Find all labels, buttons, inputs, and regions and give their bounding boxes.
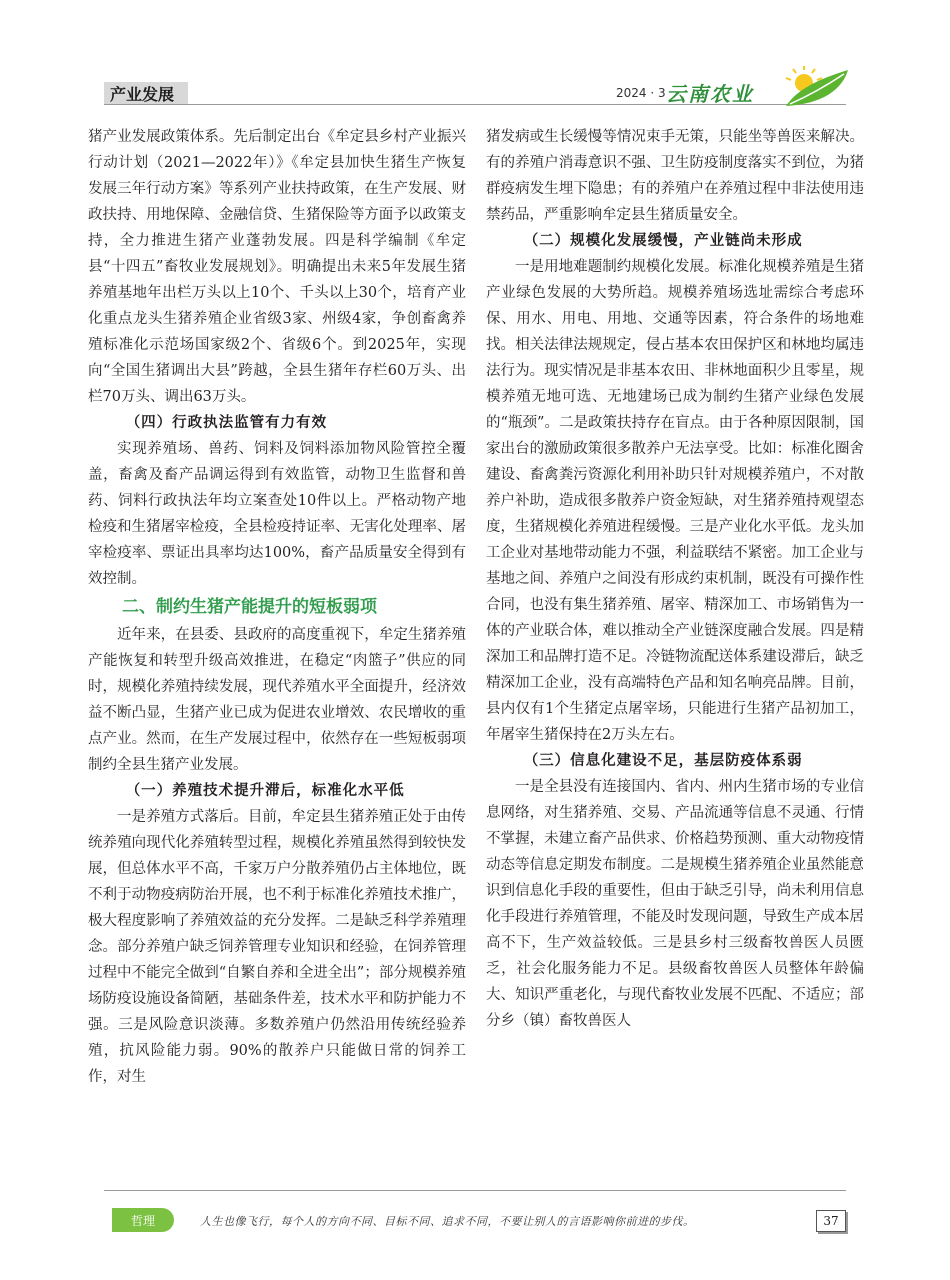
- section-tag: 产业发展: [104, 82, 188, 104]
- right-column: [486, 124, 864, 1034]
- footer-tag: 哲理: [112, 1208, 174, 1232]
- subsection-heading: （一）养殖技术提升滞后，标准化水平低: [125, 782, 405, 799]
- footer-quote: 人生也像飞行，每个人的方向不同、目标不同、追求不同，不要让别人的言语影响你前进的步伐。: [200, 1215, 695, 1228]
- paragraph: 一是用地难题制约规模化发展。标准化规模养殖是生猪产业绿色发展的大势所趋。规模养殖场选址需综合考虑环保、用水、用电、用地、交通等因素，符合条件的场地难找。相关法律法规规定，侵占基本农田保护区和林地均属违法行为。现实情况是非基本农田、非林地面积少且零星，规模养殖无地可选、无地建场已成为制约生猪产业绿色发展的“瓶颈”。二是政策扶持存在盲点。由于各种原因限制，国家出台的激励政策很多散养户无法享受。比如：标准化圈舍建设、畜禽粪污资源化利用补助只针对规模养殖户，不对散养户补助，造成很多散养户资金短缺，对生猪养殖持观望态度，生猪规模化养殖进程缓慢。三是产业化水平低。龙头加工企业对基地带动能力不强，利益联结不紧密。加工企业与基地之间、养殖户之间没有形成约束机制，既没有可操作性合同，也没有集生猪养殖、屠宰、精深加工、市场销售为一体的产业联合体，难以推动全产业链深度融合发展。四是精深加工和品牌打造不足。冷链物流配送体系建设滞后，缺乏精深加工企业，没有高端特色产品和知名响亮品牌。目前，县内仅有1个生猪定点屠宰场，只能进行生猪产品初加工，年屠宰生猪保持在2万头左右。: [486, 259, 864, 743]
- paragraph: 一是全县没有连接国内、省内、州内生猪市场的专业信息网络，对生猪养殖、交易、产品流通等信息不灵通、行情不掌握，未建立畜产品供求、价格趋势预测、重大动物疫情动态等信息定期发布制度。二是规模生猪养殖企业虽然能意识到信息化手段的重要性，但由于缺乏引导，尚未利用信息化手段进行养殖管理，不能及时发现问题，导致生产成本居高不下，生产效益较低。三是县乡村三级畜牧兽医人员匮乏，社会化服务能力不足。县级畜牧兽医人员整体年龄偏大、知识严重老化，与现代畜牧业发展不匹配、不适应；部分乡（镇）畜牧兽医人: [486, 779, 864, 1029]
- magazine-brand: 云南农业: [666, 82, 754, 106]
- paragraph: 猪产业发展政策体系。先后制定出台《牟定县乡村产业振兴行动计划（2021—2022年）》《牟定县加快生猪生产恢复发展三年行动方案》等系列产业扶持政策，在生产发展、财政扶持、用地保障、金融信贷、生猪保险等方面予以政策支持，全力推进生猪产业蓬勃发展。四是科学编制《牟定县“十四五”畜牧业发展规划》。明确提出未来5年发展生猪养殖基地年出栏万头以上10个、千头以上30个，培育产业化重点龙头生猪养殖企业省级3家、州级4家，争创畜禽养殖标准化示范场国家级2个、省级6个。到2025年，实现向“全国生猪调出大县”跨越，全县生猪年存栏60万头、出栏70万头、调出63万头。: [88, 129, 466, 405]
- section-heading: 二、制约生猪产能提升的短板弱项: [122, 597, 377, 617]
- left-column: [88, 124, 466, 1090]
- sun-leaf-logo: [778, 66, 850, 108]
- paragraph: 一是养殖方式落后。目前，牟定县生猪养殖正处于由传统养殖向现代化养殖转型过程，规模化养殖虽然得到较快发展，但总体水平不高，千家万户分散养殖仍占主体地位，既不利于动物疫病防治开展，也不利于标准化养殖技术推广，极大程度影响了养殖效益的充分发挥。二是缺乏科学养殖理念。部分养殖户缺乏饲养管理专业知识和经验，在饲养管理过程中不能完全做到“自繁自养和全进全出”；部分规模养殖场防疫设施设备简陋，基础条件差，技术水平和防护能力不强。三是风险意识淡薄。多数养殖户仍然沿用传统经验养殖，抗风险能力弱。90%的散养户只能做日常的饲养工作，对生: [88, 809, 466, 1085]
- subsection-heading: （四）行政执法监管有力有效: [125, 414, 328, 431]
- paragraph: 实现养殖场、兽药、饲料及饲料添加物风险管控全覆盖，畜禽及畜产品调运得到有效监管，动物卫生监督和兽药、饲料行政执法年均立案查处10件以上。严格动物产地检疫和生猪屠宰检疫，全县检疫持证率、无害化处理率、屠宰检疫率、票证出具率均达100%，畜产品质量安全得到有效控制。: [88, 441, 466, 587]
- page-number: 37: [816, 1210, 846, 1232]
- paragraph: 近年来，在县委、县政府的高度重视下，牟定生猪养殖产能恢复和转型升级高效推进，在稳定“肉篮子”供应的同时，规模化养殖持续发展，现代养殖水平全面提升，经济效益不断凸显，生猪产业已成为促进农业增效、农民增收的重点产业。然而，在生产发展过程中，依然存在一些短板弱项制约全县生猪产业发展。: [88, 627, 466, 773]
- paragraph: 猪发病或生长缓慢等情况束手无策，只能坐等兽医来解决。有的养殖户消毒意识不强、卫生防疫制度落实不到位，为猪群疫病发生埋下隐患；有的养殖户在养殖过程中非法使用违禁药品，严重影响牟定县生猪质量安全。: [486, 129, 864, 223]
- footer-divider: [104, 1190, 846, 1191]
- subsection-heading: （二）规模化发展缓慢，产业链尚未形成: [523, 232, 803, 249]
- issue-number: 2024 · 3: [616, 86, 666, 100]
- subsection-heading: （三）信息化建设不足，基层防疫体系弱: [523, 752, 803, 769]
